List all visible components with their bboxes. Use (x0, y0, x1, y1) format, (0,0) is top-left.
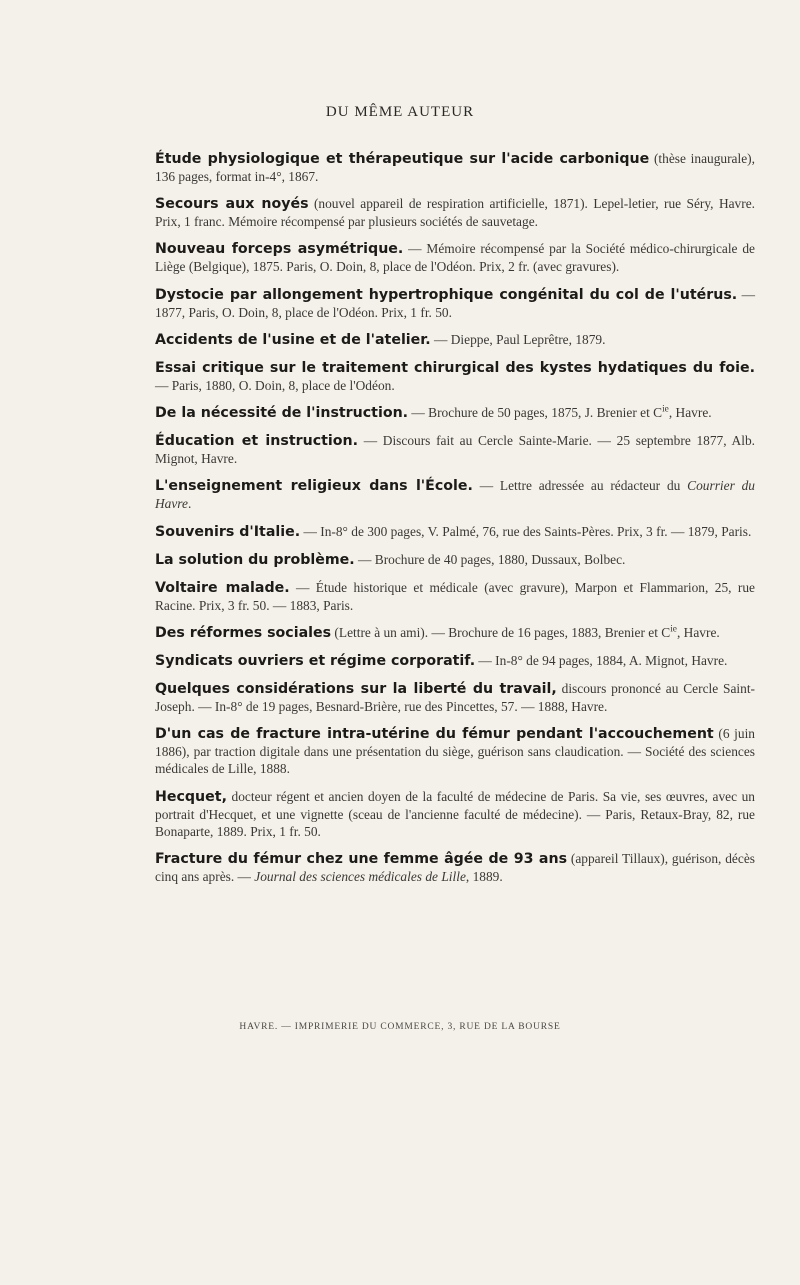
bibliography-entry (155, 195, 755, 230)
bibliography-entry (155, 652, 755, 670)
entry-details: docteur régent et ancien doyen de la faculté de médecine de Paris. Sa vie, ses œuvres, avec un portrait d'Hecquet, et une vignette (sceau de l'ancienne faculté de médecine). — Paris, Retaux-Bray, 82, rue Bonaparte, 1889. Prix, 1 fr. 50. (155, 788, 755, 839)
entry-details: — Brochure de 50 pages, 1875, J. Brenier et C (408, 405, 663, 421)
entry-details: discours prononcé au Cercle Saint-Joseph. — In-8° de 19 pages, Besnard-Brière, rue des Pincettes, 57. — 1888, Havre. (155, 681, 755, 715)
bibliography-entry (155, 404, 755, 422)
entry-title: Accidents de l'usine et de l'atelier. (155, 331, 431, 348)
bibliography-entry (155, 624, 755, 642)
entry-title: Nouveau forceps asymétrique. (155, 241, 404, 258)
bibliography-entry (155, 240, 755, 275)
entry-title: Étude physiologique et thérapeutique sur l'acide carbonique (155, 151, 650, 167)
entry-details-end: , 1889. (465, 868, 503, 884)
entry-details: (appareil Tillaux), guérison, décès cinq ans après. — (155, 850, 755, 884)
entry-details: — Brochure de 40 pages, 1880, Dussaux, Bolbec. (354, 551, 626, 567)
entry-title: Syndicats ouvriers et régime corporatif. (155, 652, 476, 669)
entry-title: Éducation et instruction. (155, 433, 358, 450)
entry-details-end: , Havre. (676, 624, 720, 640)
entry-details: (nouvel appareil de respiration artificielle, 1871). Lepel-letier, rue Séry, Havre. Prix, 1 franc. Mémoire récompensé par plusieurs sociétés de sauvetage. (155, 196, 756, 230)
entry-title: Voltaire malade. (155, 579, 290, 596)
entry-details-end: , Havre. (668, 405, 712, 421)
entry-details: — Lettre adressée au rédacteur du (472, 478, 688, 494)
bibliography-entry (155, 725, 755, 777)
bibliography-list (155, 150, 755, 895)
printer-imprint: HAVRE. — IMPRIMERIE DU COMMERCE, 3, RUE DE LA BOURSE (239, 1022, 561, 1032)
entry-title: Secours aux noyés (155, 196, 309, 213)
entry-title: Fracture du fémur chez une femme âgée de 93 ans (155, 850, 568, 867)
entry-title: Dystocie par allongement hypertrophique congénital du col de l'utérus. (155, 286, 738, 303)
bibliography-entry (155, 150, 755, 185)
entry-title: Des réformes sociales (155, 624, 332, 641)
bibliography-entry (155, 551, 755, 569)
entry-details: — Discours fait au Cercle Sainte-Marie. — 25 septembre 1877, Alb. Mignot, Havre. (155, 433, 755, 467)
entry-details: (Lettre à un ami). — Brochure de 16 pages, 1883, Brenier et C (331, 624, 671, 640)
entry-details: — Étude historique et médicale (avec gravure), Marpon et Flammarion, 25, rue Racine. Prix, 3 fr. 50. — 1883, Paris. (155, 579, 755, 613)
entry-details: — In-8° de 94 pages, 1884, A. Mignot, Havre. (475, 652, 728, 668)
entry-title: Souvenirs d'Italie. (155, 523, 301, 540)
entry-details: (thèse inaugurale), 136 pages, format in-4°, 1867. (155, 151, 755, 185)
entry-details: — 1877, Paris, O. Doin, 8, place de l'Odéon. Prix, 1 fr. 50. (155, 286, 755, 320)
journal-title: Journal des sciences médicales de Lille (254, 868, 466, 884)
bibliography-entry (155, 331, 755, 349)
bibliography-entry (155, 359, 755, 394)
superscript: ie (670, 624, 677, 635)
page-header: DU MÊME AUTEUR (325, 104, 475, 120)
entry-details: — Mémoire récompensé par la Société médico-chirurgicale de Liège (Belgique), 1875. Paris, O. Doin, 8, place de l'Odéon. Prix, 2 fr. (avec gravures). (155, 241, 755, 275)
entry-details: (6 juin 1886), par traction digitale dans une présentation du siège, guérison sans claudication. — Société des sciences médicales de Lille, 1888. (155, 726, 755, 777)
entry-title: L'enseignement religieux dans l'École. (155, 478, 473, 495)
entry-details: — Dieppe, Paul Leprêtre, 1879. (430, 331, 606, 347)
entry-title: Quelques considérations sur la liberté du travail, (155, 681, 557, 698)
entry-title: De la nécessité de l'instruction. (155, 405, 409, 422)
bibliography-entry (155, 579, 755, 614)
bibliography-entry (155, 286, 755, 321)
superscript: ie (662, 404, 669, 415)
entry-title: Essai critique sur le traitement chirurgical des kystes hydatiques du foie. (155, 359, 755, 376)
entry-details: — Paris, 1880, O. Doin, 8, place de l'Odéon. (155, 377, 395, 393)
bibliography-entry (155, 680, 755, 715)
entry-title: Hecquet, (155, 788, 227, 805)
entry-details-end: . (187, 496, 192, 512)
bibliography-entry (155, 523, 755, 541)
newspaper-title: Courrier du Havre (155, 478, 756, 512)
bibliography-entry (155, 850, 755, 885)
entry-details: — In-8° de 300 pages, V. Palmé, 76, rue des Saints-Pères. Prix, 3 fr. — 1879, Paris. (300, 523, 752, 539)
entry-title: La solution du problème. (155, 551, 355, 568)
bibliography-entry (155, 788, 755, 840)
bibliography-entry (155, 477, 755, 512)
entry-title: D'un cas de fracture intra-utérine du fémur pendant l'accouchement (155, 726, 714, 743)
bibliography-entry (155, 432, 755, 467)
